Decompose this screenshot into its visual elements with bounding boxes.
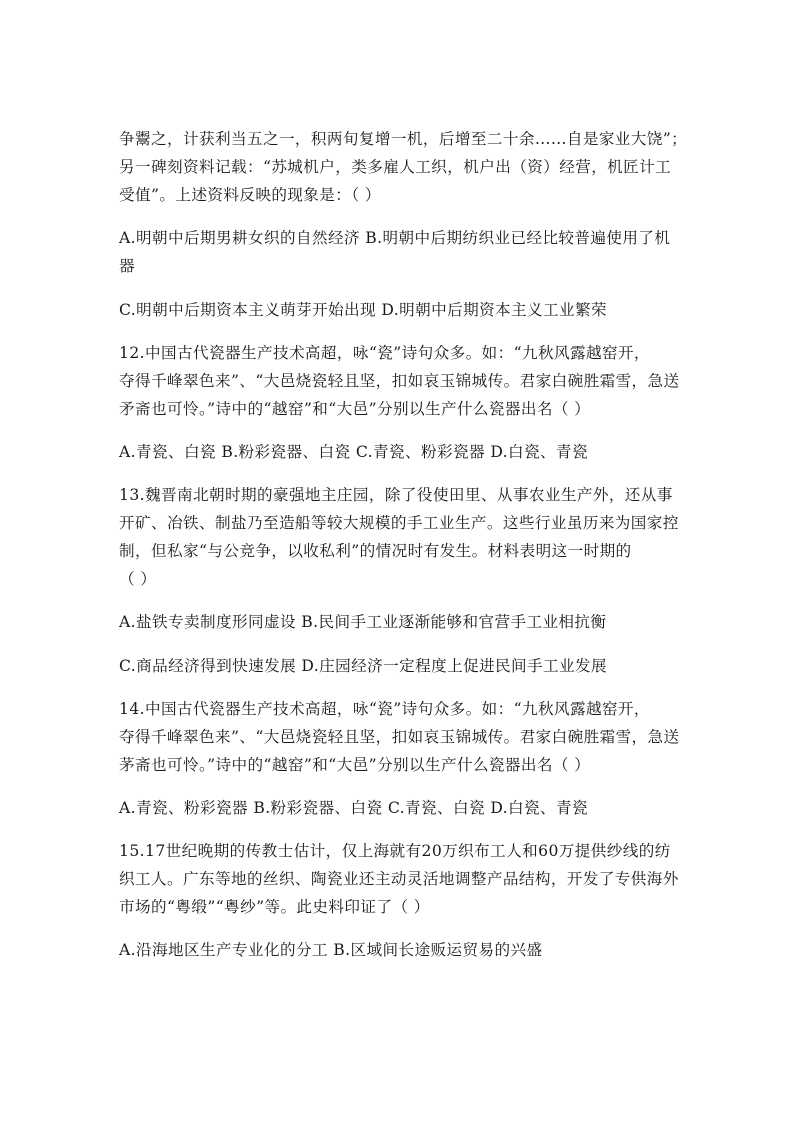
question-11 [119, 125, 688, 324]
q14-stem-line-1: 14.中国古代瓷器生产技术高超，咏“瓷”诗句众多。如：“九秋风露越窑开， [119, 700, 650, 718]
question-14 [119, 695, 679, 822]
q13-stem-line-3: 制，但私家“与公竞争，以收私利”的情况时有发生。材料表明这一时期的 [119, 542, 632, 560]
q12-stem-line-2: 夺得千峰翠色来”、“大邑烧瓷轻且坚，扣如哀玉锦城传。君家白碗胜霜雪，急送 [119, 372, 680, 390]
q13-stem-line-2: 开矿、冶铁、制盐乃至造船等较大规模的手工业生产。这些行业虽历来为国家控 [119, 514, 679, 532]
q14-stem-line-3: 茅斋也可怜。”诗中的“越窑”和“大邑”分别以生产什么瓷器出名（ ） [119, 756, 591, 774]
q12-options: A.青瓷、白瓷 B.粉彩瓷器、白瓷 C.青瓷、粉彩瓷器 D.白瓷、青瓷 [119, 443, 588, 461]
q11-options-ab-line-2: 器 [119, 257, 135, 275]
q11-options-cd: C.明朝中后期资本主义萌芽开始出现 D.明朝中后期资本主义工业繁荣 [119, 301, 608, 319]
q14-stem-line-2: 夺得千峰翠色来”、“大邑烧瓷轻且坚，扣如哀玉锦城传。君家白碗胜霜雪，急送 [119, 728, 680, 746]
document-page [119, 125, 688, 964]
q13-stem-line-1: 13.魏晋南北朝时期的豪强地主庄园，除了役使田里、从事农业生产外，还从事 [119, 486, 673, 504]
q15-stem-line-1: 15.17世纪晚期的传教士估计，仅上海就有20万织布工人和60万提供纱线的纺 [119, 842, 671, 860]
question-12 [119, 339, 679, 466]
q15-stem-line-3: 市场的“粤缎”“粤纱”等。此史料印证了（ ） [119, 898, 430, 916]
q11-options-ab-line-1: A.明朝中后期男耕女织的自然经济 B.明朝中后期纺织业已经比较普遍使用了机 [119, 229, 671, 247]
q13-options-ab: A.盐铁专卖制度形同虚设 B.民间手工业逐渐能够和官营手工业相抗衡 [119, 613, 607, 631]
q15-stem-line-2: 织工人。广东等地的丝织、陶瓷业还主动灵活地调整产品结构，开发了专供海外 [119, 870, 679, 888]
q11-stem-line-1: 争鬻之，计获利当五之一，积两旬复增一机，后增至二十余……自是家业大饶”； [119, 130, 688, 148]
q14-options: A.青瓷、粉彩瓷器 B.粉彩瓷器、白瓷 C.青瓷、白瓷 D.白瓷、青瓷 [119, 799, 588, 817]
q12-stem-line-3: 矛斋也可怜。”诗中的“越窑”和“大邑”分别以生产什么瓷器出名（ ） [119, 400, 591, 418]
q15-options-ab: A.沿海地区生产专业化的分工 B.区域间长途贩运贸易的兴盛 [119, 941, 543, 959]
q12-stem-line-1: 12.中国古代瓷器生产技术高超，咏“瓷”诗句众多。如：“九秋风露越窑开， [119, 344, 650, 362]
q13-stem-line-4: （ ） [119, 570, 157, 588]
question-13 [119, 481, 679, 680]
q13-options-cd: C.商品经济得到快速发展 D.庄园经济一定程度上促进民间手工业发展 [119, 657, 608, 675]
question-15 [119, 837, 679, 964]
q11-stem-line-3: 受值”。上述资料反映的现象是：（ ） [119, 186, 381, 204]
q11-stem-line-2: 另一碑刻资料记载：“苏城机户，类多雇人工织，机户出（资）经营，机匠计工 [119, 158, 672, 176]
